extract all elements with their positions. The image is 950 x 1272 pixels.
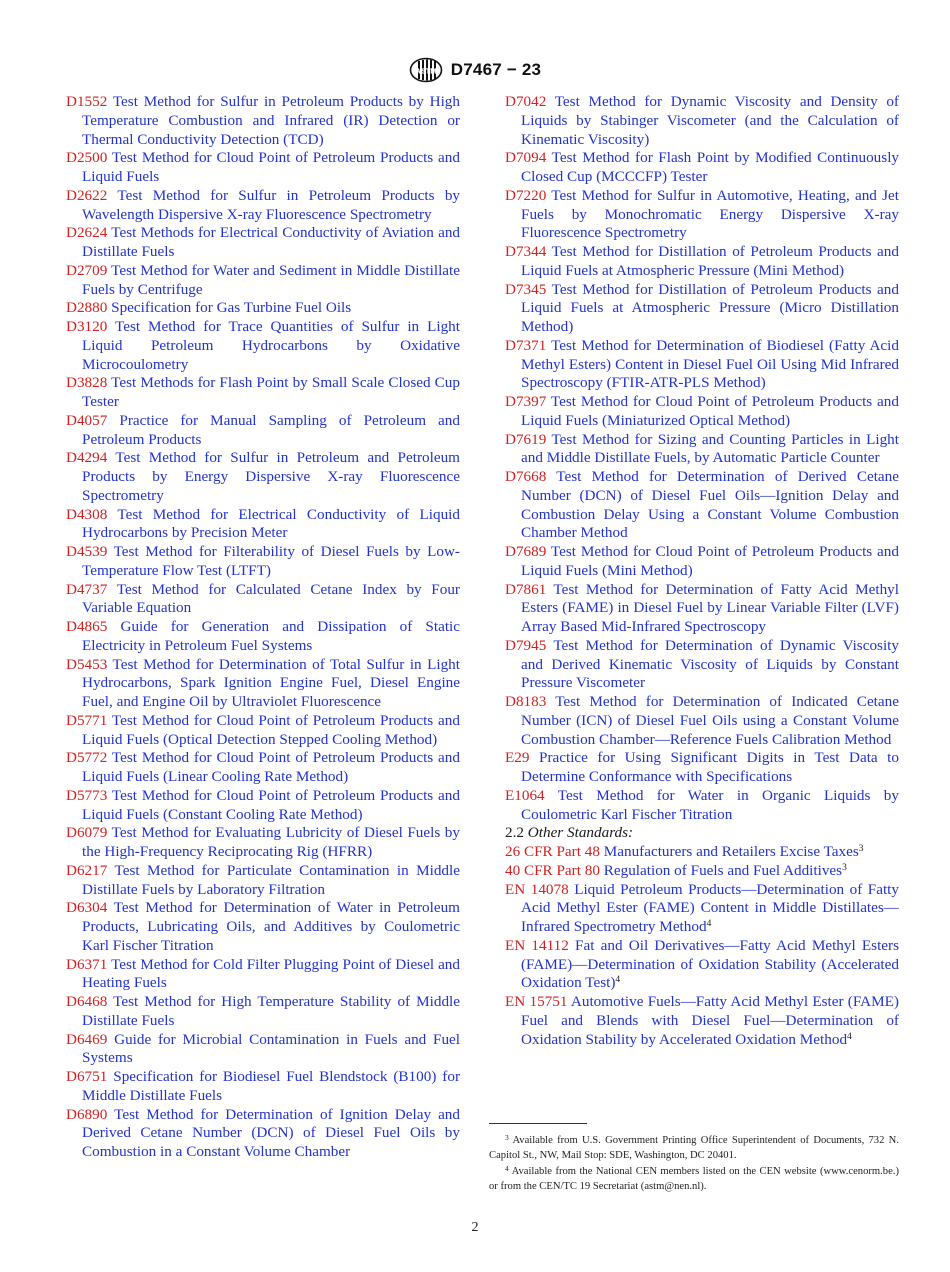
reference-title-link[interactable]: Test Method for Determination of Dynamic Viscosity and Derived Kinematic Viscosity of Liquids by Constant Pressure Viscometer (521, 636, 899, 692)
reference-entry (505, 187, 899, 243)
reference-code-link[interactable]: D6469 (66, 1030, 108, 1048)
reference-code-link[interactable]: D3828 (66, 374, 108, 392)
footnote-text: Available from the National CEN members listed on the CEN website (www.cenorm.be.) or from the CEN/TC 19 Secretariat (astm@nen.nl). (489, 1165, 899, 1193)
reference-entry (505, 749, 899, 787)
reference-entry (505, 149, 899, 187)
reference-title-link[interactable]: Test Method for High Temperature Stability of Middle Distillate Fuels (82, 993, 460, 1029)
reference-code-link[interactable]: D7344 (505, 243, 547, 260)
reference-title-link[interactable]: Test Method for Determination of Ignition Delay and Derived Cetane Number (DCN) of Diesel Fuel Oils by Combustion in a Constant Volume Chamber (82, 1105, 460, 1160)
right-reference-list (505, 93, 899, 824)
reference-entry (66, 1106, 460, 1162)
reference-entry (66, 862, 460, 900)
section-label: Other Standards: (527, 824, 634, 842)
reference-code-link[interactable]: D6304 (66, 899, 108, 917)
reference-title-link[interactable]: Test Method for Cloud Point of Petroleum Products and Liquid Fuels (Mini Method) (521, 543, 899, 579)
reference-title-link[interactable]: Test Method for Determination of Biodiesel (Fatty Acid Methyl Esters) Content in Diesel Fuel Oil Using Mid Infrared Spectroscopy (FTIR-ATR-PLS Method) (521, 336, 899, 392)
footnote-text: Available from U.S. Government Printing Office Superintendent of Documents, 732 N. Capitol St., NW, Mail Stop: SDE, Washington, DC 20401. (489, 1135, 899, 1162)
reference-title-link[interactable]: Test Method for Sulfur in Automotive, Heating, and Jet Fuels by Monochromatic Energy Dispersive X-ray Fluorescence Spectrometry (521, 186, 899, 242)
reference-code-link[interactable]: D4865 (66, 618, 108, 635)
reference-code-link[interactable]: E29 (505, 749, 530, 767)
other-standards-list (505, 843, 899, 1049)
reference-title-link[interactable]: Test Method for Cloud Point of Petroleum Products and Liquid Fuels (Constant Cooling Rate Method) (82, 786, 460, 823)
reference-code-link[interactable]: D4737 (66, 580, 108, 598)
footnote-marker: 3 (858, 844, 864, 854)
reference-code-link[interactable]: D6890 (66, 1105, 108, 1123)
reference-title-link[interactable]: Test Method for Sulfur in Petroleum Products by High Temperature Combustion and Infrared (IR) Detection or Thermal Conductivity Detection (TCD) (82, 93, 460, 148)
reference-entry (66, 318, 460, 374)
footnote-marker: 4 (615, 975, 621, 986)
reference-entry (66, 299, 460, 318)
reference-code-link[interactable]: D2709 (66, 261, 108, 279)
reference-entry (66, 93, 460, 149)
reference-entry (505, 468, 899, 543)
reference-code-link[interactable]: D4539 (66, 543, 108, 560)
left-column (66, 93, 460, 1162)
reference-title-link[interactable]: Test Method for Cold Filter Plugging Point of Diesel and Heating Fuels (82, 955, 460, 992)
reference-title-link[interactable]: Test Methods for Electrical Conductivity of Aviation and Distillate Fuels (82, 224, 461, 260)
reference-code-link[interactable]: D5772 (66, 749, 108, 767)
reference-title-link[interactable]: Guide for Microbial Contamination in Fuels and Fuel Systems (82, 1030, 461, 1067)
footnote-divider (489, 1123, 587, 1124)
reference-title-link[interactable]: Manufacturers and Retailers Excise Taxes (603, 843, 859, 860)
reference-code-link[interactable]: D8183 (505, 693, 547, 710)
reference-title-link[interactable]: Test Method for Distillation of Petroleum Products and Liquid Fuels at Atmospheric Pressure (Micro Distillation Method) (521, 280, 899, 335)
footnote-number: 4 (505, 1163, 509, 1173)
reference-entry (66, 543, 460, 581)
reference-code-link[interactable]: D2500 (66, 149, 108, 167)
reference-entry (66, 824, 460, 862)
reference-entry (66, 1068, 460, 1106)
reference-code-link[interactable]: D7689 (505, 543, 547, 560)
reference-title-link[interactable]: Guide for Generation and Dissipation of Static Electricity in Petroleum Fuel Systems (82, 618, 461, 654)
reference-entry (505, 881, 899, 937)
reference-entry (66, 712, 460, 750)
reference-title-link[interactable]: Test Method for Sulfur in Petroleum Products by Wavelength Dispersive X-ray Fluorescence Spectrometry (82, 186, 461, 223)
reference-entry (66, 506, 460, 544)
reference-entry (66, 787, 460, 825)
reference-title-link[interactable]: Practice for Using Significant Digits in Test Data to Determine Conformance with Specifications (521, 749, 899, 785)
reference-code-link[interactable]: D7371 (505, 336, 547, 354)
other-standards-heading (505, 824, 899, 843)
reference-title-link[interactable]: Test Method for Determination of Derived Cetane Number (DCN) of Diesel Fuel Oils—Ignition Delay and Combustion Delay Using a Constant Volume Combustion Chamber Method (521, 468, 899, 542)
reference-entry (66, 899, 460, 955)
reference-title-link[interactable]: Practice for Manual Sampling of Petroleum and Petroleum Products (82, 411, 460, 448)
reference-entry (505, 243, 899, 281)
reference-code-link[interactable]: D7094 (505, 149, 547, 167)
reference-entry (505, 693, 899, 749)
reference-title-link[interactable]: Test Method for Water and Sediment in Middle Distillate Fuels by Centrifuge (82, 261, 460, 298)
reference-code-link[interactable]: D2880 (66, 299, 108, 317)
reference-entry (505, 337, 899, 393)
astm-logo-icon (409, 57, 443, 83)
reference-code-link[interactable]: D2622 (66, 186, 108, 204)
reference-title-link[interactable]: Test Method for Determination of Water in Petroleum Products, Lubricating Oils, and Additives by Coulometric Karl Fischer Titration (82, 899, 460, 954)
reference-code-link[interactable]: D7861 (505, 580, 547, 598)
reference-entry (505, 281, 899, 337)
footnotes (489, 1133, 899, 1195)
reference-code-link[interactable]: D6751 (66, 1068, 108, 1085)
reference-entry (66, 262, 460, 300)
reference-entry (66, 412, 460, 450)
reference-title-link[interactable]: Specification for Gas Turbine Fuel Oils (111, 299, 352, 317)
reference-entry (505, 862, 899, 881)
reference-title-link[interactable]: Test Method for Determination of Fatty Acid Methyl Esters (FAME) in Diesel Fuel by Linear Variable Filter (LVF) Array Based Mid-Infrared Spectroscopy (521, 580, 899, 635)
reference-code-link[interactable]: D4057 (66, 411, 108, 429)
reference-code-link[interactable]: EN 14112 (505, 936, 569, 954)
reference-title-link[interactable]: Regulation of Fuels and Fuel Additives (603, 861, 843, 879)
reference-code-link[interactable]: D7345 (505, 280, 547, 298)
reference-code-link[interactable]: D5453 (66, 655, 108, 673)
reference-title-link[interactable]: Test Method for Electrical Conductivity of Liquid Hydrocarbons by Precision Meter (82, 505, 460, 542)
reference-entry (505, 787, 899, 825)
footnote-marker: 3 (842, 862, 847, 873)
reference-title-link[interactable]: Automotive Fuels—Fatty Acid Methyl Ester (FAME) Fuel and Blends with Diesel Fuel—Determination of Oxidation Stability by Accelerated Oxidation Method (521, 993, 899, 1048)
reference-code-link[interactable]: D6371 (66, 955, 108, 973)
reference-code-link[interactable]: 26 CFR Part 48 (505, 843, 600, 860)
reference-code-link[interactable]: D7220 (505, 186, 547, 204)
reference-title-link[interactable]: Test Method for Cloud Point of Petroleum Products and Liquid Fuels (Linear Cooling Rate Method) (82, 749, 460, 785)
page-header (0, 56, 950, 84)
reference-code-link[interactable]: EN 15751 (505, 993, 568, 1010)
reference-title-link[interactable]: Test Method for Dynamic Viscosity and Density of Liquids by Stabinger Viscometer (and the Calculation of Kinematic Viscosity) (521, 93, 899, 148)
reference-entry (66, 449, 460, 505)
reference-title-link[interactable]: Test Methods for Flash Point by Small Scale Closed Cup Tester (82, 374, 460, 410)
reference-title-link[interactable]: Test Method for Sizing and Counting Particles in Light and Middle Distillate Fuels, by Automatic Particle Counter (521, 430, 899, 467)
reference-entry (505, 637, 899, 693)
reference-title-link[interactable]: Test Method for Cloud Point of Petroleum Products and Liquid Fuels (Miniaturized Optical Method) (521, 393, 899, 429)
reference-entry (505, 393, 899, 431)
reference-title-link[interactable]: Test Method for Filterability of Diesel Fuels by Low-Temperature Flow Test (LTFT) (82, 543, 460, 579)
reference-code-link[interactable]: D3120 (66, 318, 108, 335)
reference-code-link[interactable]: EN 14078 (505, 880, 569, 898)
footnote (489, 1164, 899, 1195)
reference-title-link[interactable]: Test Method for Evaluating Lubricity of Diesel Fuels by the High-Frequency Reciprocating Rig (HFRR) (82, 824, 460, 860)
reference-title-link[interactable]: Test Method for Determination of Total Sulfur in Light Hydrocarbons, Spark Ignition Engine Fuel, Diesel Engine Fuel, and Engine Oil by Ultraviolet Fluorescence (82, 655, 460, 710)
reference-title-link[interactable]: Test Method for Sulfur in Petroleum and Petroleum Products by Energy Dispersive X-ray Fluorescence Spectrometry (82, 449, 460, 504)
reference-code-link[interactable]: D6079 (66, 824, 108, 842)
reference-code-link[interactable]: D7619 (505, 430, 547, 448)
reference-code-link[interactable]: D5771 (66, 711, 108, 729)
reference-title-link[interactable]: Test Method for Water in Organic Liquids by Coulometric Karl Fischer Titration (521, 786, 899, 823)
reference-code-link[interactable]: D2624 (66, 224, 108, 242)
footnote-marker: 4 (706, 919, 712, 929)
reference-entry (505, 543, 899, 581)
reference-entry (66, 656, 460, 712)
reference-entry (505, 937, 899, 993)
reference-entry (505, 581, 899, 637)
reference-code-link[interactable]: D6217 (66, 861, 108, 879)
footnote-marker: 4 (847, 1031, 852, 1042)
reference-code-link[interactable]: D7945 (505, 636, 547, 654)
reference-title-link[interactable]: Test Method for Calculated Cetane Index by Four Variable Equation (82, 580, 460, 617)
reference-code-link[interactable]: 40 CFR Part 80 (505, 861, 600, 879)
reference-entry (66, 187, 460, 225)
logo-lettering: ASTM (415, 66, 437, 76)
reference-title-link[interactable]: Test Method for Trace Quantities of Sulfur in Light Liquid Petroleum Hydrocarbons by Oxidative Microcoulometry (82, 318, 460, 373)
reference-entry (505, 431, 899, 469)
reference-title-link[interactable]: Test Method for Determination of Indicated Cetane Number (ICN) of Diesel Fuel Oils using a Constant Volume Combustion Chamber—Reference Fuels Calibration Method (521, 693, 899, 748)
reference-entry (66, 581, 460, 619)
reference-code-link[interactable]: E1064 (505, 786, 545, 804)
document-id: D7467 − 23 (450, 60, 542, 79)
reference-title-link[interactable]: Specification for Biodiesel Fuel Blendstock (B100) for Middle Distillate Fuels (82, 1068, 461, 1104)
reference-entry (66, 374, 460, 412)
reference-code-link[interactable]: D6468 (66, 993, 108, 1010)
reference-entry (66, 1031, 460, 1069)
right-column (505, 93, 899, 1049)
reference-entry (66, 749, 460, 787)
reference-entry (505, 993, 899, 1049)
reference-entry (505, 843, 899, 862)
reference-code-link[interactable]: D5773 (66, 786, 108, 804)
reference-code-link[interactable]: D4308 (66, 505, 108, 523)
reference-title-link[interactable]: Test Method for Cloud Point of Petroleum Products and Liquid Fuels (82, 149, 460, 185)
reference-title-link[interactable]: Test Method for Distillation of Petroleum Products and Liquid Fuels at Atmospheric Pressure (Mini Method) (521, 243, 899, 279)
reference-entry (66, 993, 460, 1031)
section-number: 2.2 (505, 824, 524, 842)
reference-code-link[interactable]: D1552 (66, 93, 108, 110)
reference-title-link[interactable]: Test Method for Particulate Contamination in Middle Distillate Fuels by Laboratory Filtration (82, 861, 460, 898)
reference-entry (66, 618, 460, 656)
footnote-number: 3 (505, 1133, 509, 1142)
page-number: 2 (471, 1220, 479, 1235)
reference-code-link[interactable]: D7668 (505, 468, 547, 485)
reference-entry (505, 93, 899, 149)
reference-title-link[interactable]: Fat and Oil Derivatives—Fatty Acid Methyl Esters (FAME)—Determination of Oxidation Stability (Accelerated Oxidation Test) (521, 936, 900, 992)
reference-code-link[interactable]: D7042 (505, 93, 547, 110)
reference-entry (66, 956, 460, 994)
reference-title-link[interactable]: Test Method for Flash Point by Modified Continuously Closed Cup (MCCCFP) Tester (521, 149, 900, 185)
reference-entry (66, 149, 460, 187)
footnote (489, 1133, 899, 1164)
reference-code-link[interactable]: D7397 (505, 393, 547, 410)
reference-title-link[interactable]: Test Method for Cloud Point of Petroleum Products and Liquid Fuels (Optical Detection Stepped Cooling Method) (82, 711, 460, 748)
reference-code-link[interactable]: D4294 (66, 449, 108, 467)
reference-entry (66, 224, 460, 262)
reference-title-link[interactable]: Liquid Petroleum Products—Determination of Fatty Acid Methyl Ester (FAME) Content in Middle Distillates—Infrared Spectrometry Method (521, 880, 899, 935)
